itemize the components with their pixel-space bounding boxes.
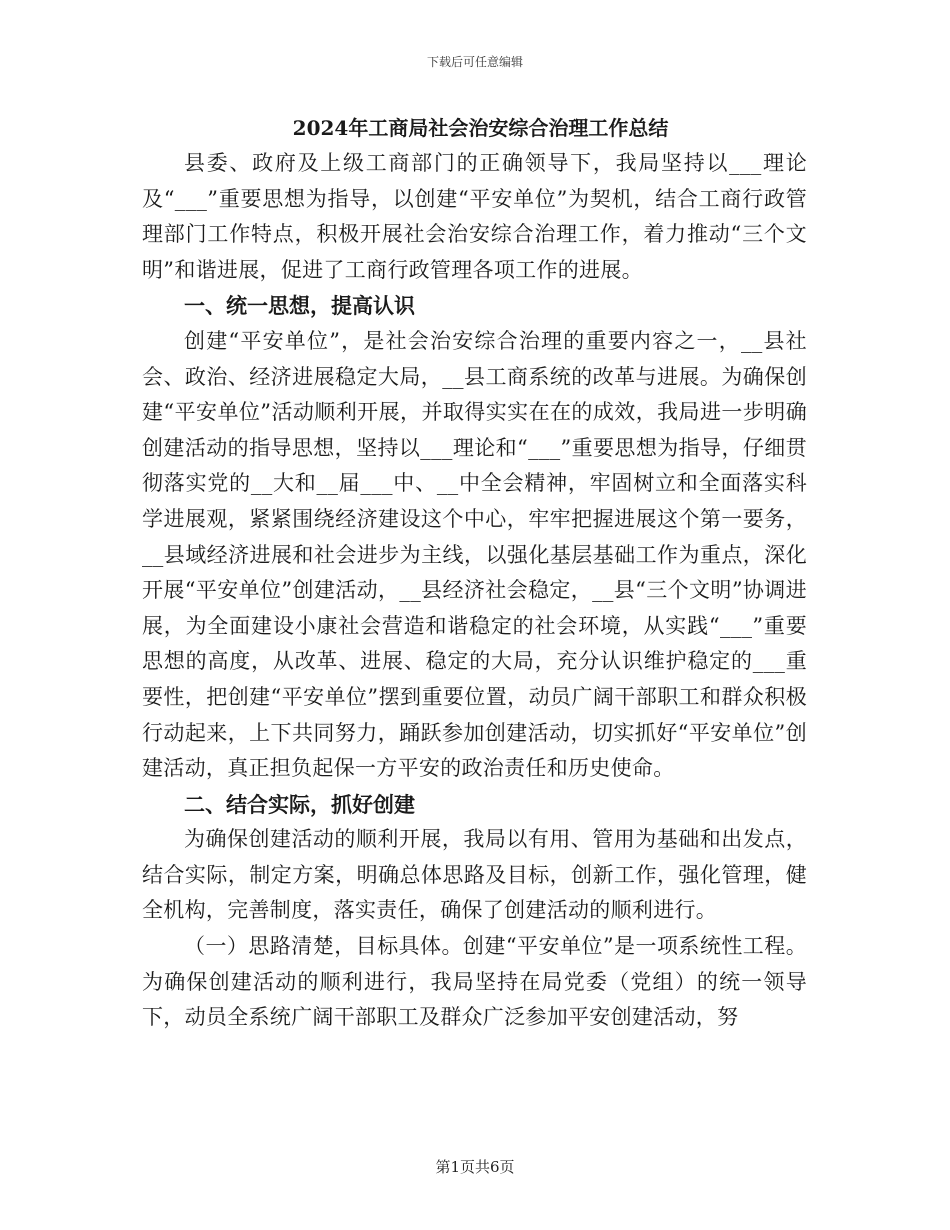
section-2-subsection-1: （一）思路清楚，目标具体。创建“平安单位”是一项系统性工程。为确保创建活动的顺利进行，我局坚持在局党委（党组）的统一领导下，动员全系统广阔干部职工及群众广泛参加平安创建活动，努 [142, 934, 807, 1030]
section-2-paragraph: 为确保创建活动的顺利开展，我局以有用、管用为基础和出发点，结合实际，制定方案，明确总体思路及目标，创新工作，强化管理，健全机构，完善制度，落实责任，确保了创建活动的顺利进行。 [142, 827, 807, 923]
page-number: 第1页共6页 [435, 1158, 515, 1176]
section-2-heading: 二、结合实际，抓好创建 [184, 791, 415, 817]
header-note: 下载后可任意编辑 [426, 55, 523, 69]
document-body [142, 112, 807, 1036]
document-title: 2024年工商局社会治安综合治理工作总结 [292, 116, 669, 140]
section-1-heading: 一、统一思想，提高认识 [184, 293, 415, 319]
section-1-paragraph: 创建“平安单位”，是社会治安综合治理的重要内容之一，__县社会、政治、经济进展稳定大局，__县工商系统的改革与进展。为确保创建“平安单位”活动顺利开展，并取得实实在在的成效，我局进一步明确创建活动的指导思想，坚持以___理论和“___”重要思想为指导，仔细贯彻落实党的__大和__届___中、__中全会精神，牢固树立和全面落实科学进展观，紧紧围绕经济建设这个中心，牢牢把握进展这个第一要务，__县域经济进展和社会进步为主线，以强化基层基础工作为重点，深化开展“平安单位”创建活动，__县经济社会稳定，__县“三个文明”协调进展，为全面建设小康社会营造和谐稳定的社会环境，从实践“___”重要思想的高度，从改革、进展、稳定的大局，充分认识维护稳定的___重要性，把创建“平安单位”摆到重要位置，动员广阔干部职工和群众积极行动起来，上下共同努力，踊跃参加创建活动，切实抓好“平安单位”创建活动，真正担负起保一方平安的政治责任和历史使命。 [142, 328, 807, 781]
intro-paragraph: 县委、政府及上级工商部门的正确领导下，我局坚持以___理论及“___”重要思想为指导，以创建“平安单位”为契机，结合工商行政管理部门工作特点，积极开展社会治安综合治理工作，着力推动“三个文明”和谐进展，促进了工商行政管理各项工作的进展。 [142, 151, 807, 282]
